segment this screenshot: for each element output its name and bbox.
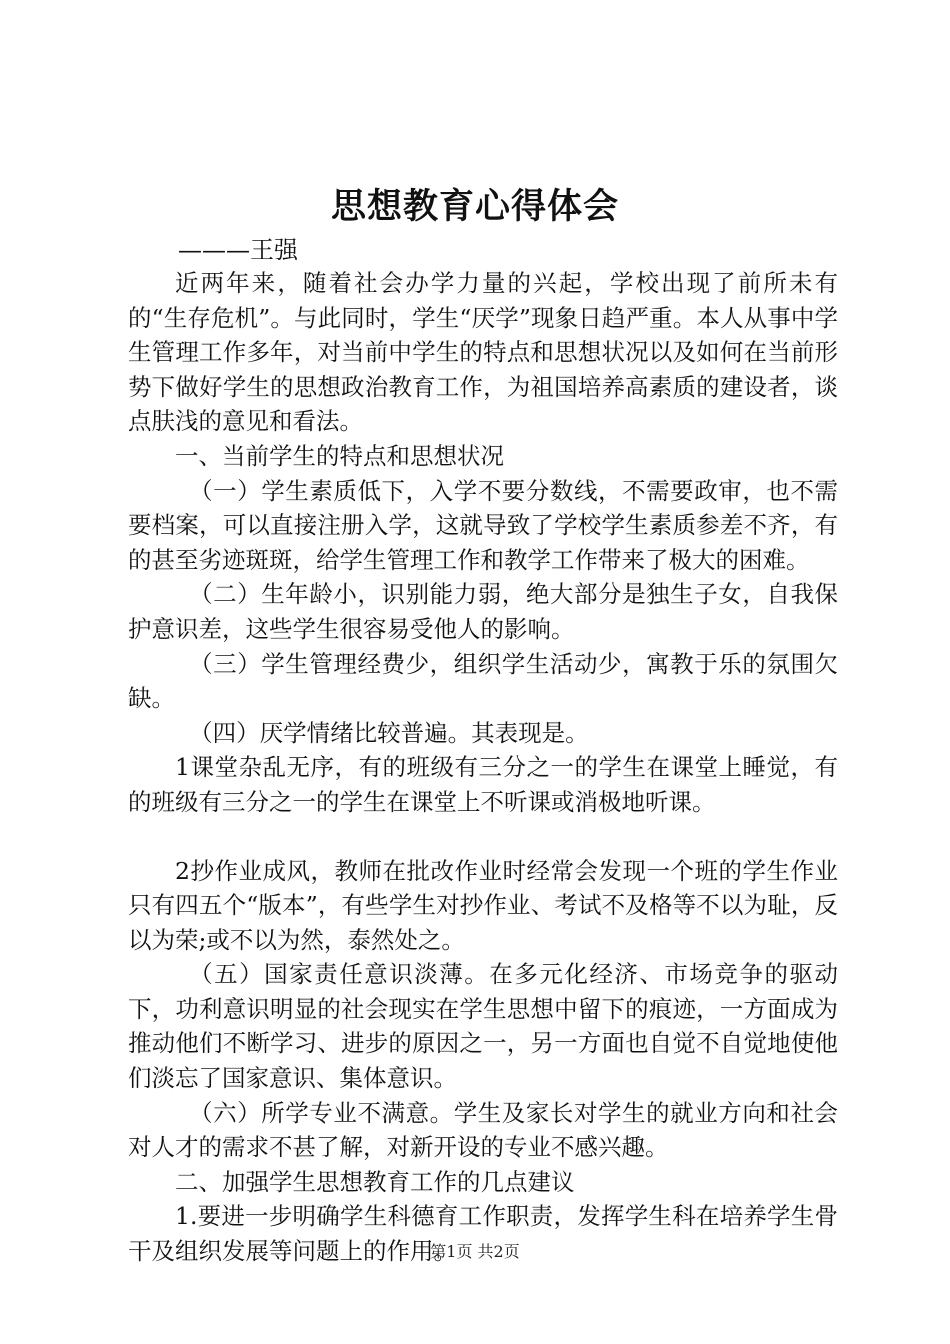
point-5: （五）国家责任意识淡薄。在多元化经济、市场竞争的驱动下，功利意识明显的社会现实在学生思想中留下的痕迹，一方面成为推动他们不断学习、进步的原因之一，另一方面也自觉不自觉地使他们淡忘了国家意识、集体意识。	[128, 960, 838, 1093]
point-1: （一）学生素质低下，入学不要分数线，不需要政审，也不需要档案，可以直接注册入学，这就导致了学校学生素质参差不齐，有的甚至劣迹斑斑，给学生管理工作和教学工作带来了极大的困难。	[128, 476, 838, 574]
document-title: 思想教育心得体会	[330, 186, 619, 227]
document-author: ———王强	[178, 236, 298, 264]
point-4: （四）厌学情绪比较普遍。其表现是。	[189, 718, 589, 747]
point-4-item-2: 2抄作业成风，教师在批改作业时经常会发现一个班的学生作业只有四五个“版本”，有些学生对抄作业、考试不及格等不以为耻，反以为荣;或不以为然，泰然处之。	[128, 856, 838, 954]
section-heading-1: 一、当前学生的特点和思想状况	[175, 441, 504, 470]
section-heading-2: 二、加强学生思想教育工作的几点建议	[175, 1167, 575, 1196]
point-2: （二）生年龄小，识别能力弱，绝大部分是独生子女，自我保护意识差，这些学生很容易受他人的影响。	[128, 580, 838, 643]
point-3: （三）学生管理经费少，组织学生活动少，寓教于乐的氛围欠缺。	[128, 649, 838, 713]
point-4-item-1: 1课堂杂乱无序，有的班级有三分之一的学生在课堂上睡觉，有的班级有三分之一的学生在课堂上不听课或消极地听课。	[128, 753, 838, 816]
intro-paragraph: 近两年来，随着社会办学力量的兴起，学校出现了前所未有的“生存危机”。与此同时，学生“厌学”现象日趋严重。本人从事中学生管理工作多年，对当前中学生的特点和思想状况以及如何在当前形势下做好学生的思想政治教育工作，为祖国培养高素质的建设者，谈点肤浅的意见和看法。	[128, 269, 838, 436]
document-body	[128, 266, 838, 1269]
suggestion-1: 1.要进一步明确学生科德育工作职责，发挥学生科在培养学生骨干及组织发展等问题上的作用。	[128, 1202, 838, 1266]
point-6: （六）所学专业不满意。学生及家长对学生的就业方向和社会对人才的需求不甚了解，对新开设的专业不感兴趣。	[128, 1098, 838, 1162]
page-number-footer: 第1页 共2页	[430, 1242, 520, 1261]
